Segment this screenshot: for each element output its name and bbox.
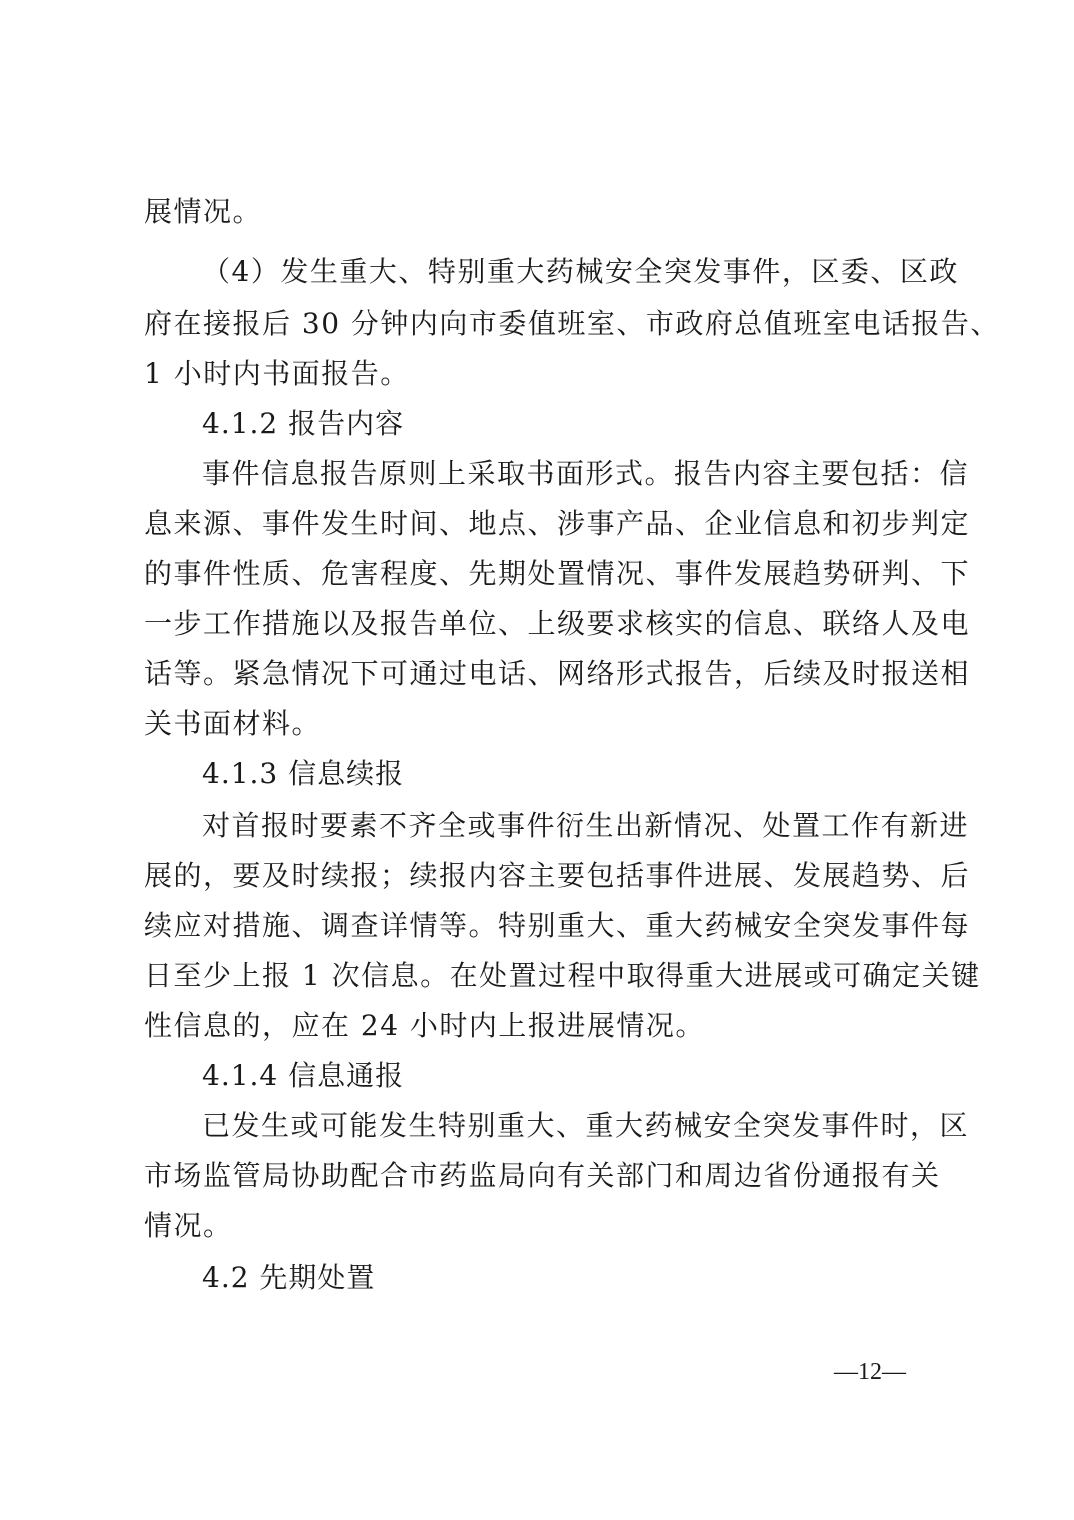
section-heading: 4.1.2 报告内容 [202,407,405,440]
paragraph-line: （4）发生重大、特别重大药械安全突发事件，区委、区政 [202,255,959,288]
section-heading: 4.1.4 信息通报 [202,1059,405,1092]
paragraph-line: 日至少上报 1 次信息。在处置过程中取得重大进展或可确定关键 [144,959,981,992]
paragraph-line: 府在接报后 30 分钟内向市委值班室、市政府总值班室电话报告、 [144,307,1000,340]
paragraph-line: 息来源、事件发生时间、地点、涉事产品、企业信息和初步判定 [144,507,971,540]
paragraph-line: 关书面材料。 [144,707,322,740]
paragraph-line: 续应对措施、调查详情等。特别重大、重大药械安全突发事件每 [144,909,971,942]
paragraph-line: 的事件性质、危害程度、先期处置情况、事件发展趋势研判、下 [144,557,971,590]
paragraph-line: 展的，要及时续报；续报内容主要包括事件进展、发展趋势、后 [144,859,971,892]
paragraph-line: 已发生或可能发生特别重大、重大药械安全突发事件时，区 [202,1109,970,1142]
paragraph-line: 展情况。 [144,195,263,228]
paragraph-line: 市场监管局协助配合市药监局向有关部门和周边省份通报有关 [144,1159,941,1192]
section-heading: 4.2 先期处置 [202,1261,376,1294]
section-heading: 4.1.3 信息续报 [202,757,405,790]
paragraph-line: 1 小时内书面报告。 [144,357,410,390]
page-number: —12— [834,1359,906,1385]
paragraph-line: 对首报时要素不齐全或事件衍生出新情况、处置工作有新进 [202,809,970,842]
paragraph-line: 话等。紧急情况下可通过电话、网络形式报告，后续及时报送相 [144,657,971,690]
paragraph-line: 情况。 [144,1209,233,1242]
paragraph-line: 一步工作措施以及报告单位、上级要求核实的信息、联络人及电 [144,607,971,640]
paragraph-line: 性信息的，应在 24 小时内上报进展情况。 [144,1009,705,1042]
paragraph-line: 事件信息报告原则上采取书面形式。报告内容主要包括：信 [202,457,970,490]
